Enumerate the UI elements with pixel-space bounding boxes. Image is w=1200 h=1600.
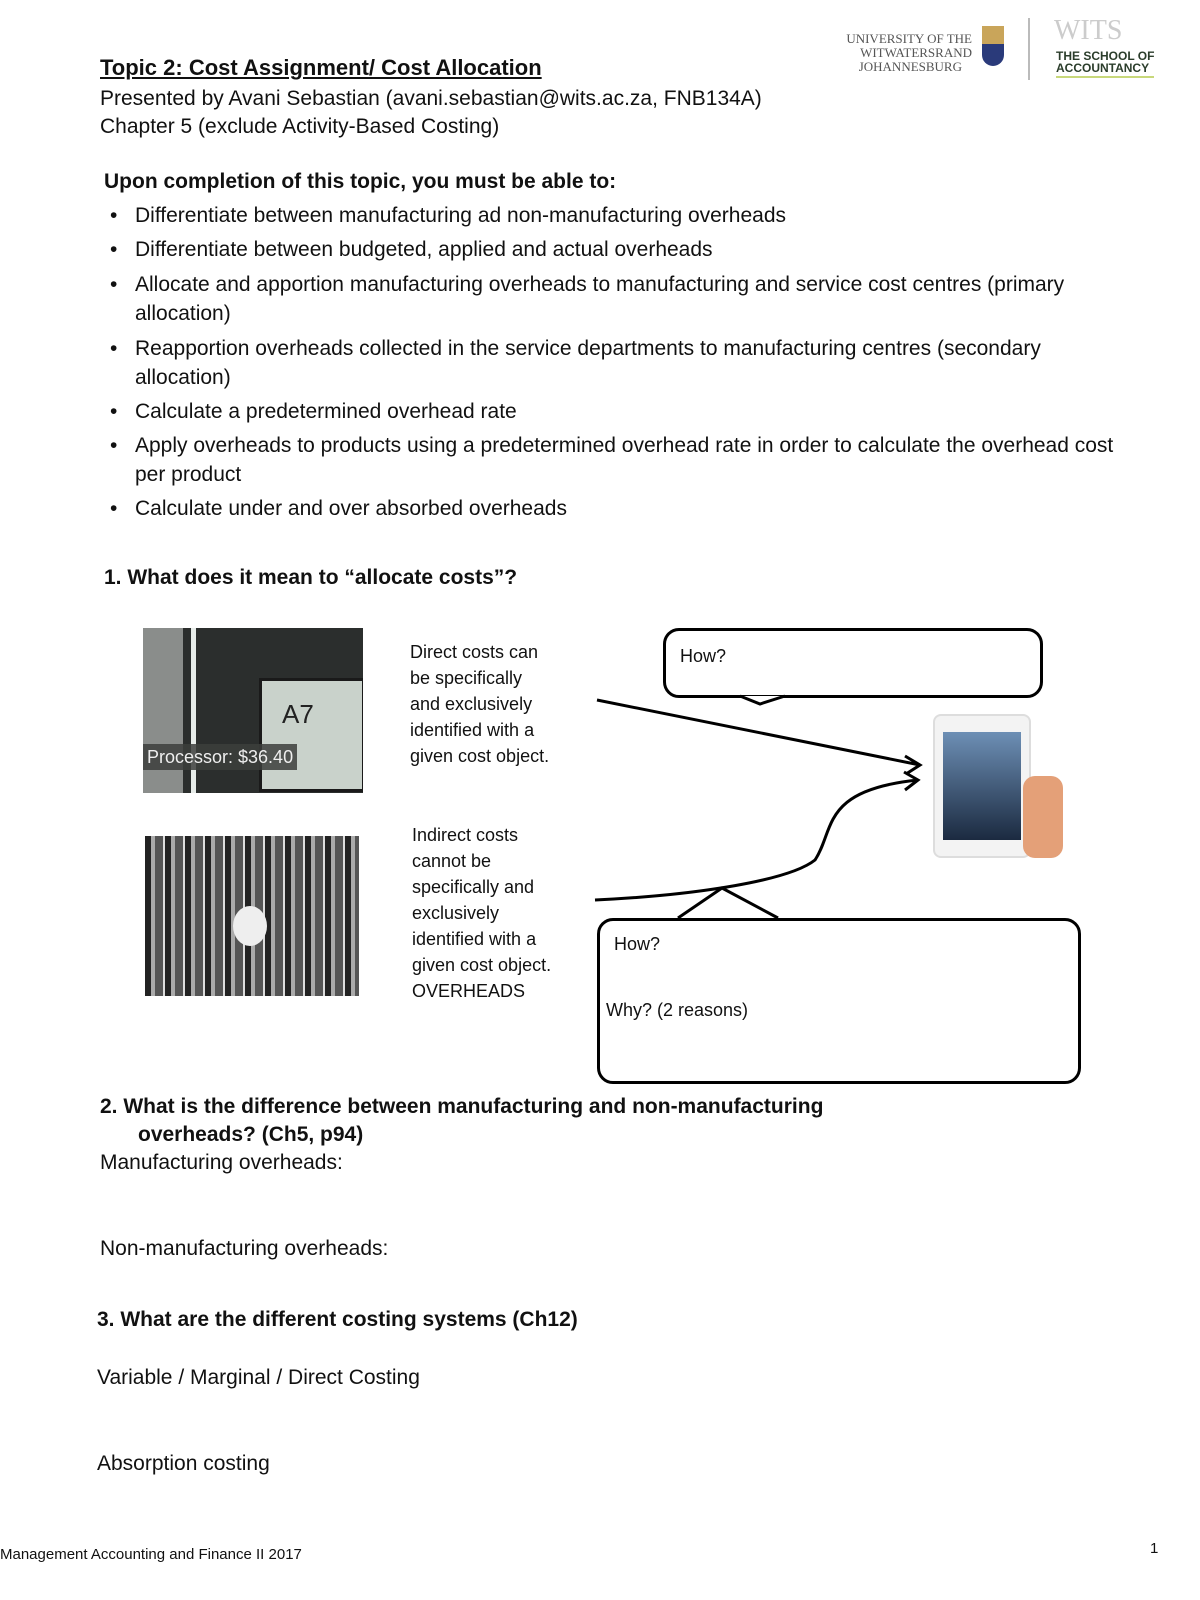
page-title: Topic 2: Cost Assignment/ Cost Allocation — [100, 55, 542, 80]
variable-costing-label: Variable / Marginal / Direct Costing — [97, 1366, 420, 1389]
text-line: given cost object. — [410, 746, 550, 766]
text-line: and exclusively — [410, 694, 533, 714]
objectives-heading: Upon completion of this topic, you must be able to: — [104, 170, 617, 193]
text-line: be specifically — [410, 668, 523, 688]
objective-text: Differentiate between manufacturing ad non-manufacturing overheads — [135, 204, 787, 227]
objective-text: Allocate and apportion manufacturing overheads to manufacturing and service cost centres (primary allocation) — [135, 273, 1065, 325]
ipad-image — [933, 714, 1031, 858]
text-line: exclusively — [412, 903, 500, 923]
question-1-heading: 1. What does it mean to “allocate costs”? — [104, 566, 518, 589]
presenter-text: Presented by Avani Sebastian ( — [100, 87, 393, 110]
wits-logo-mark: WITS — [1054, 15, 1123, 46]
text-line: given cost object. — [412, 955, 552, 975]
objective-text: Reapportion overheads collected in the service departments to manufacturing centres (secondary allocation) — [135, 337, 1041, 389]
university-logo-text: UNIVERSITY OF THE WITWATERSRAND JOHANNESBURG — [846, 31, 972, 74]
question-2-heading: 2. What is the difference between manufacturing and non-manufacturing — [100, 1095, 824, 1118]
text-line: OVERHEADS — [412, 981, 526, 1001]
ipad-screen — [943, 732, 1021, 840]
objective-text: Calculate under and over absorbed overheads — [135, 497, 567, 520]
callout-text: How? — [614, 934, 661, 954]
school-logo-text: THE SCHOOL OF ACCOUNTANCY — [1056, 50, 1154, 78]
text-line: identified with a — [412, 929, 537, 949]
presenter-suffix: , FNB134A) — [652, 87, 762, 110]
chapter-line: Chapter 5 (exclude Activity-Based Costing) — [100, 115, 500, 138]
absorption-costing-label: Absorption costing — [97, 1452, 270, 1475]
objective-text: Apply overheads to products using a predetermined overhead rate in order to calculate the overhead cost per product — [135, 434, 1114, 486]
question-3-heading: 3. What are the different costing systems (Ch12) — [97, 1308, 578, 1331]
text-line: identified with a — [410, 720, 535, 740]
question-2-heading-cont: overheads? (Ch5, p94) — [138, 1123, 364, 1146]
manufacturing-overheads-label: Manufacturing overheads: — [100, 1151, 343, 1174]
indirect-arrow — [595, 772, 918, 900]
text-line: cannot be — [412, 851, 492, 871]
hand-icon — [1023, 776, 1063, 858]
footer-course: Management Accounting and Finance II 2017 — [0, 1546, 302, 1563]
chip-label: A7 — [282, 699, 314, 729]
processor-price-label: Processor: $36.40 — [143, 744, 297, 770]
page-number: 1 — [1150, 1540, 1159, 1557]
callout-tail — [740, 696, 785, 704]
direct-arrow — [597, 700, 920, 774]
objective-text: Differentiate between budgeted, applied and actual overheads — [135, 238, 713, 261]
text-line: specifically and — [412, 877, 535, 897]
non-manufacturing-overheads-label: Non-manufacturing overheads: — [100, 1237, 389, 1260]
callout-text: How? — [680, 646, 727, 666]
email-link[interactable]: avani.sebastian@wits.ac.za — [392, 87, 653, 110]
text-line: Indirect costs — [412, 825, 519, 845]
text-line: Direct costs can — [410, 642, 539, 662]
objective-text: Calculate a predetermined overhead rate — [135, 400, 517, 423]
callout-text: Why? (2 reasons) — [606, 1000, 749, 1020]
document-page: Topic 2: Cost Assignment/ Cost Allocation Presented by Avani Sebastian (avani.sebastian@wits.ac.za, FNB134A) Chapter 5 (exclude Activity-Based Costing) UNIVERSITY OF THE WITWATERSRAND JOHANNESBURG WITS THE SCHOOL OF ACCOUNTANCY Upon completion of this topic, you must be able to: • Differentiate between manufacturing ad non-manufacturing overheads • Differentiate between budgeted, applied and actual overheads • Allocate and apportion manufacturing overheads to manufacturing and service cost centres (primary allocation) • Reapportion overheads collected in the service departments to manufacturing centres (secondary allocation) • Calculate a predetermined overhead rate • Apply overheads to products using a predetermined overhead rate in order to calculate the overhead cost per product • Calculate under and over absorbed overheads 1. What does it mean to “allocate costs”? A7 Processor: $36.40 Direct costs can be specifically and exclusively identified with a given cost object. Indirect costs cannot be specifically and exclusively identified with a given cost object. OVERHEADS How? How? Why? (2 reasons) 2. What is the difference between manufacturing and non-manufacturing overheads? (Ch5, p94) Manufacturing overheads: Non-manufacturing overheads: 3. What are the different costing systems (Ch12) Variable / Marginal / Direct Costing Absorption costing Management Accounting and Finance II 2017 1 — [0, 0, 1200, 1600]
